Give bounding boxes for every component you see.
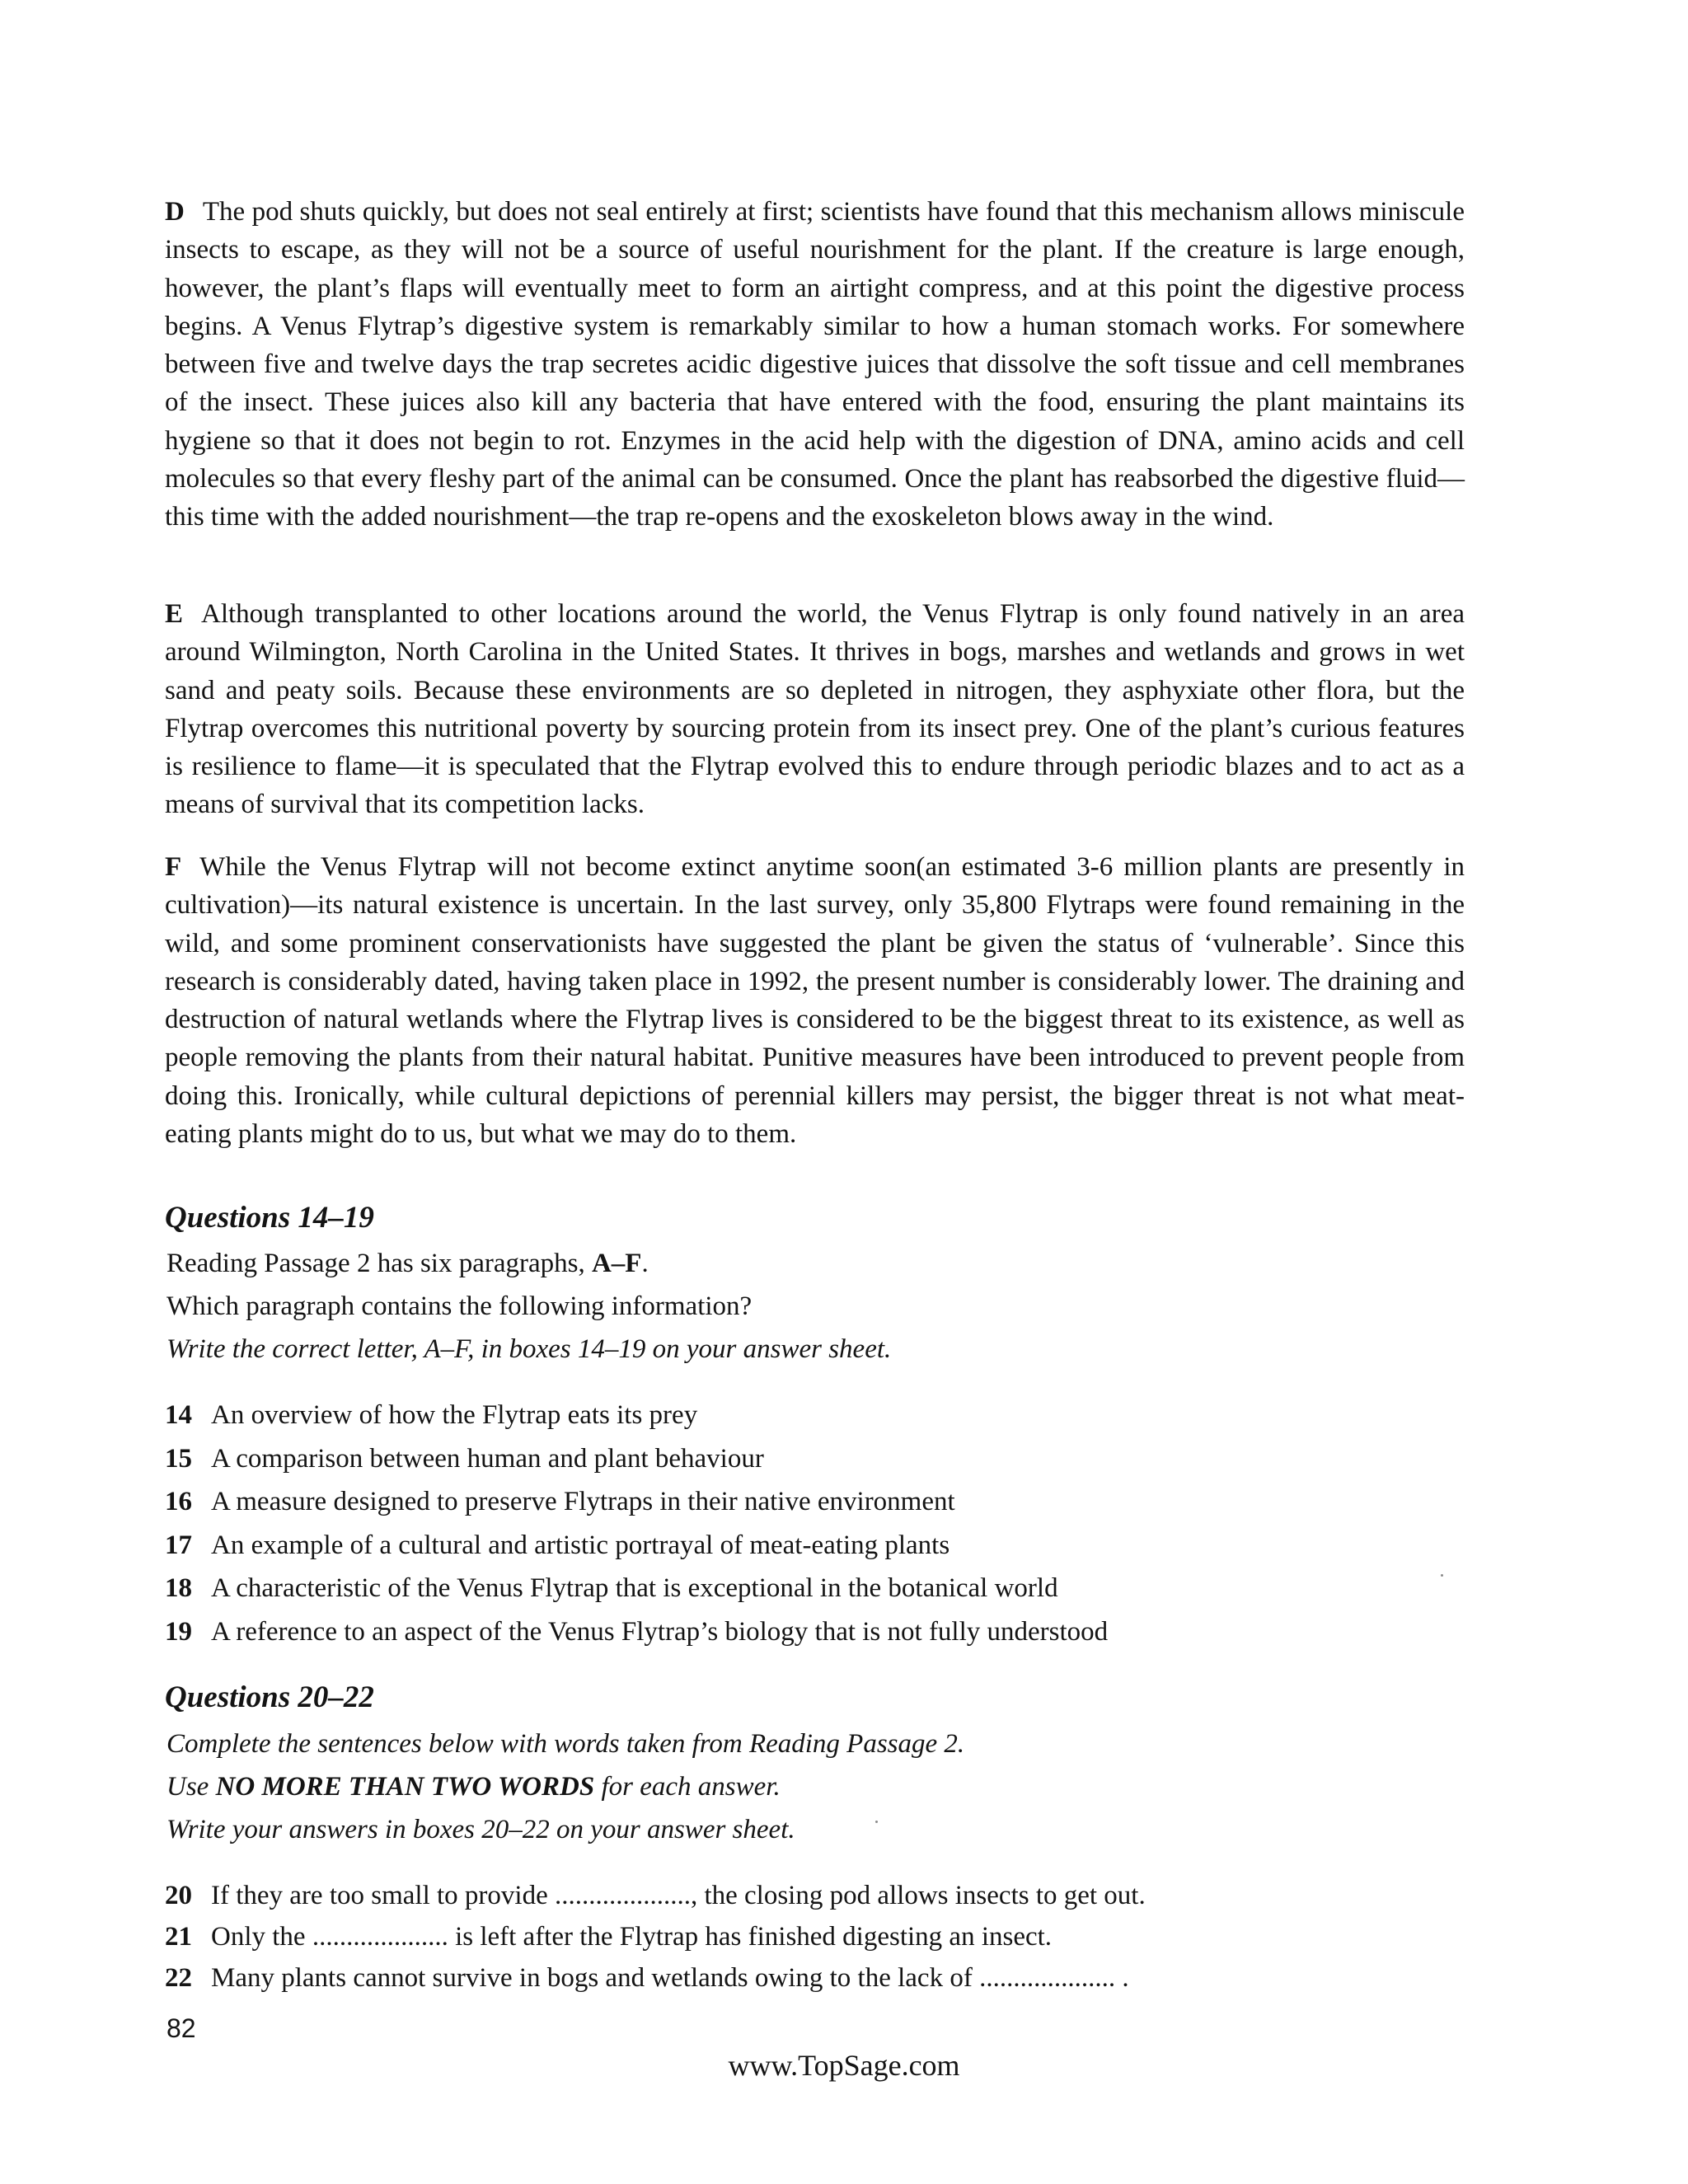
question-item	[165, 1567, 1525, 1610]
question-item	[165, 1524, 1525, 1568]
question-number: 20	[165, 1881, 192, 1910]
question-number: 19	[165, 1616, 192, 1647]
instruction-line-italic: Write the correct letter, A–F, in boxes 14–19 on your answer sheet.	[166, 1334, 892, 1364]
question-number: 21	[165, 1922, 192, 1952]
question-number: 18	[165, 1573, 192, 1603]
instruction-line: Which paragraph contains the following information?	[166, 1291, 753, 1321]
question-text: An overview of how the Flytrap eats its prey	[211, 1400, 698, 1430]
question-item	[165, 1610, 1525, 1654]
question-text: Only the .................... is left after the Flytrap has finished digesting an insect.	[211, 1922, 1053, 1952]
question-number: 15	[165, 1443, 192, 1474]
footer-url: www.TopSage.com	[728, 2049, 960, 2082]
paragraph-text: The pod shuts quickly, but does not seal entirely at first; scientists have found that this mechanism allows miniscule insects to escape, as they will not be a source of useful nourishment for the plant. If the creature is large enough, however, the plant’s flaps will eventually meet to form an airtight compress, and at this point the digestive process begins. A Venus Flytrap’s digestive system is remarkably similar to how a human stomach works. For somewhere between five and twelve days the trap secretes acidic digestive juices that dissolve the soft tissue and cell membranes of the insect. These juices also kill any bacteria that have entered with the food, ensuring the plant maintains its hygiene so that it does not begin to rot. Enzymes in the acid help with the digestion of DNA, amino acids and cell molecules so that every fleshy part of the animal can be consumed. Once the plant has reabsorbed the digestive fluid—this time with the added nourishment—the trap re-opens and the exoskeleton blows away in the wind.	[165, 197, 1465, 532]
scan-speck	[1441, 1574, 1443, 1577]
instruction-line-italic: Complete the sentences below with words taken from Reading Passage 2.	[166, 1729, 965, 1759]
question-text: A measure designed to preserve Flytraps in their native environment	[211, 1487, 955, 1516]
paragraph-letter: F	[165, 852, 182, 882]
question-item	[165, 1394, 1525, 1437]
question-item	[165, 1957, 1525, 1999]
question-text: A comparison between human and plant behaviour	[211, 1443, 764, 1474]
questions-14-19-instructions	[166, 1242, 1403, 1371]
instruction-line	[166, 1242, 1403, 1285]
question-number: 16	[165, 1487, 192, 1516]
instruction-line-italic: Write your answers in boxes 20–22 on your answer sheet.	[166, 1815, 795, 1844]
instruction-text: for each answer.	[594, 1772, 781, 1802]
question-number: 14	[165, 1400, 192, 1430]
question-item	[165, 1437, 1525, 1481]
questions-14-19-list	[165, 1394, 1525, 1653]
instruction-bold-text: NO MORE THAN TWO WORDS	[215, 1772, 595, 1802]
questions-20-22-heading: Questions 20–22	[165, 1680, 374, 1714]
questions-14-19-heading: Questions 14–19	[165, 1201, 374, 1235]
scan-speck	[875, 1821, 878, 1823]
paragraph-text: While the Venus Flytrap will not become extinct anytime soon(an estimated 3-6 million plants are presently in cultivation)—its natural existence is uncertain. In the last survey, only 35,800 Flytraps were found remaining in the wild, and some prominent conservationists have suggested the plant be given the status of ‘vulnerable’. Since this research is considerably dated, having taken place in 1992, the present number is considerably lower. The draining and destruction of natural wetlands where the Flytrap lives is considered to be the biggest threat to its existence, as well as people removing the plants from their natural habitat. Punitive measures have been introduced to prevent people from doing this. Ironically, while cultural depictions of perennial killers may persist, the bigger threat is not what meat-eating plants might do to us, but what we may do to them.	[165, 852, 1465, 1150]
question-text: An example of a cultural and artistic portrayal of meat-eating plants	[211, 1530, 950, 1560]
question-item	[165, 1875, 1525, 1916]
questions-20-22-instructions	[166, 1722, 1403, 1851]
questions-20-22-list	[165, 1875, 1525, 1999]
instruction-text: Reading Passage 2 has six paragraphs,	[166, 1249, 592, 1278]
question-item	[165, 1916, 1525, 1957]
page-number: 82	[166, 2013, 196, 2043]
instruction-text: .	[641, 1249, 649, 1278]
instruction-line-italic	[166, 1765, 1403, 1808]
question-text: A reference to an aspect of the Venus Flytrap’s biology that is not fully understood	[211, 1616, 1109, 1647]
question-text: Many plants cannot survive in bogs and wetlands owing to the lack of .................... .	[211, 1963, 1129, 1993]
question-number: 17	[165, 1530, 192, 1560]
paragraph-letter: E	[165, 599, 184, 629]
paragraph-f	[165, 848, 1465, 1153]
paragraph-e	[165, 595, 1465, 824]
question-item	[165, 1480, 1525, 1524]
question-text: A characteristic of the Venus Flytrap that is exceptional in the botanical world	[211, 1573, 1058, 1603]
paragraph-d	[165, 193, 1465, 537]
instruction-bold-text: A–F	[591, 1249, 642, 1278]
paragraph-text: Although transplanted to other locations around the world, the Venus Flytrap is only found natively in an area around Wilmington, North Carolina in the United States. It thrives in bogs, marshes and wetlands and grows in wet sand and peaty soils. Because these environments are so depleted in nitrogen, they asphyxiate other flora, but the Flytrap overcomes this nutritional poverty by sourcing protein from its insect prey. One of the plant’s curious features is resilience to flame—it is speculated that the Flytrap evolved this to endure through periodic blazes and to act as a means of survival that its competition lacks.	[165, 599, 1465, 820]
question-text: If they are too small to provide ...................., the closing pod allows insects to get out.	[211, 1881, 1146, 1910]
paragraph-letter: D	[165, 197, 185, 227]
question-number: 22	[165, 1963, 192, 1993]
instruction-text: Use	[166, 1772, 216, 1802]
